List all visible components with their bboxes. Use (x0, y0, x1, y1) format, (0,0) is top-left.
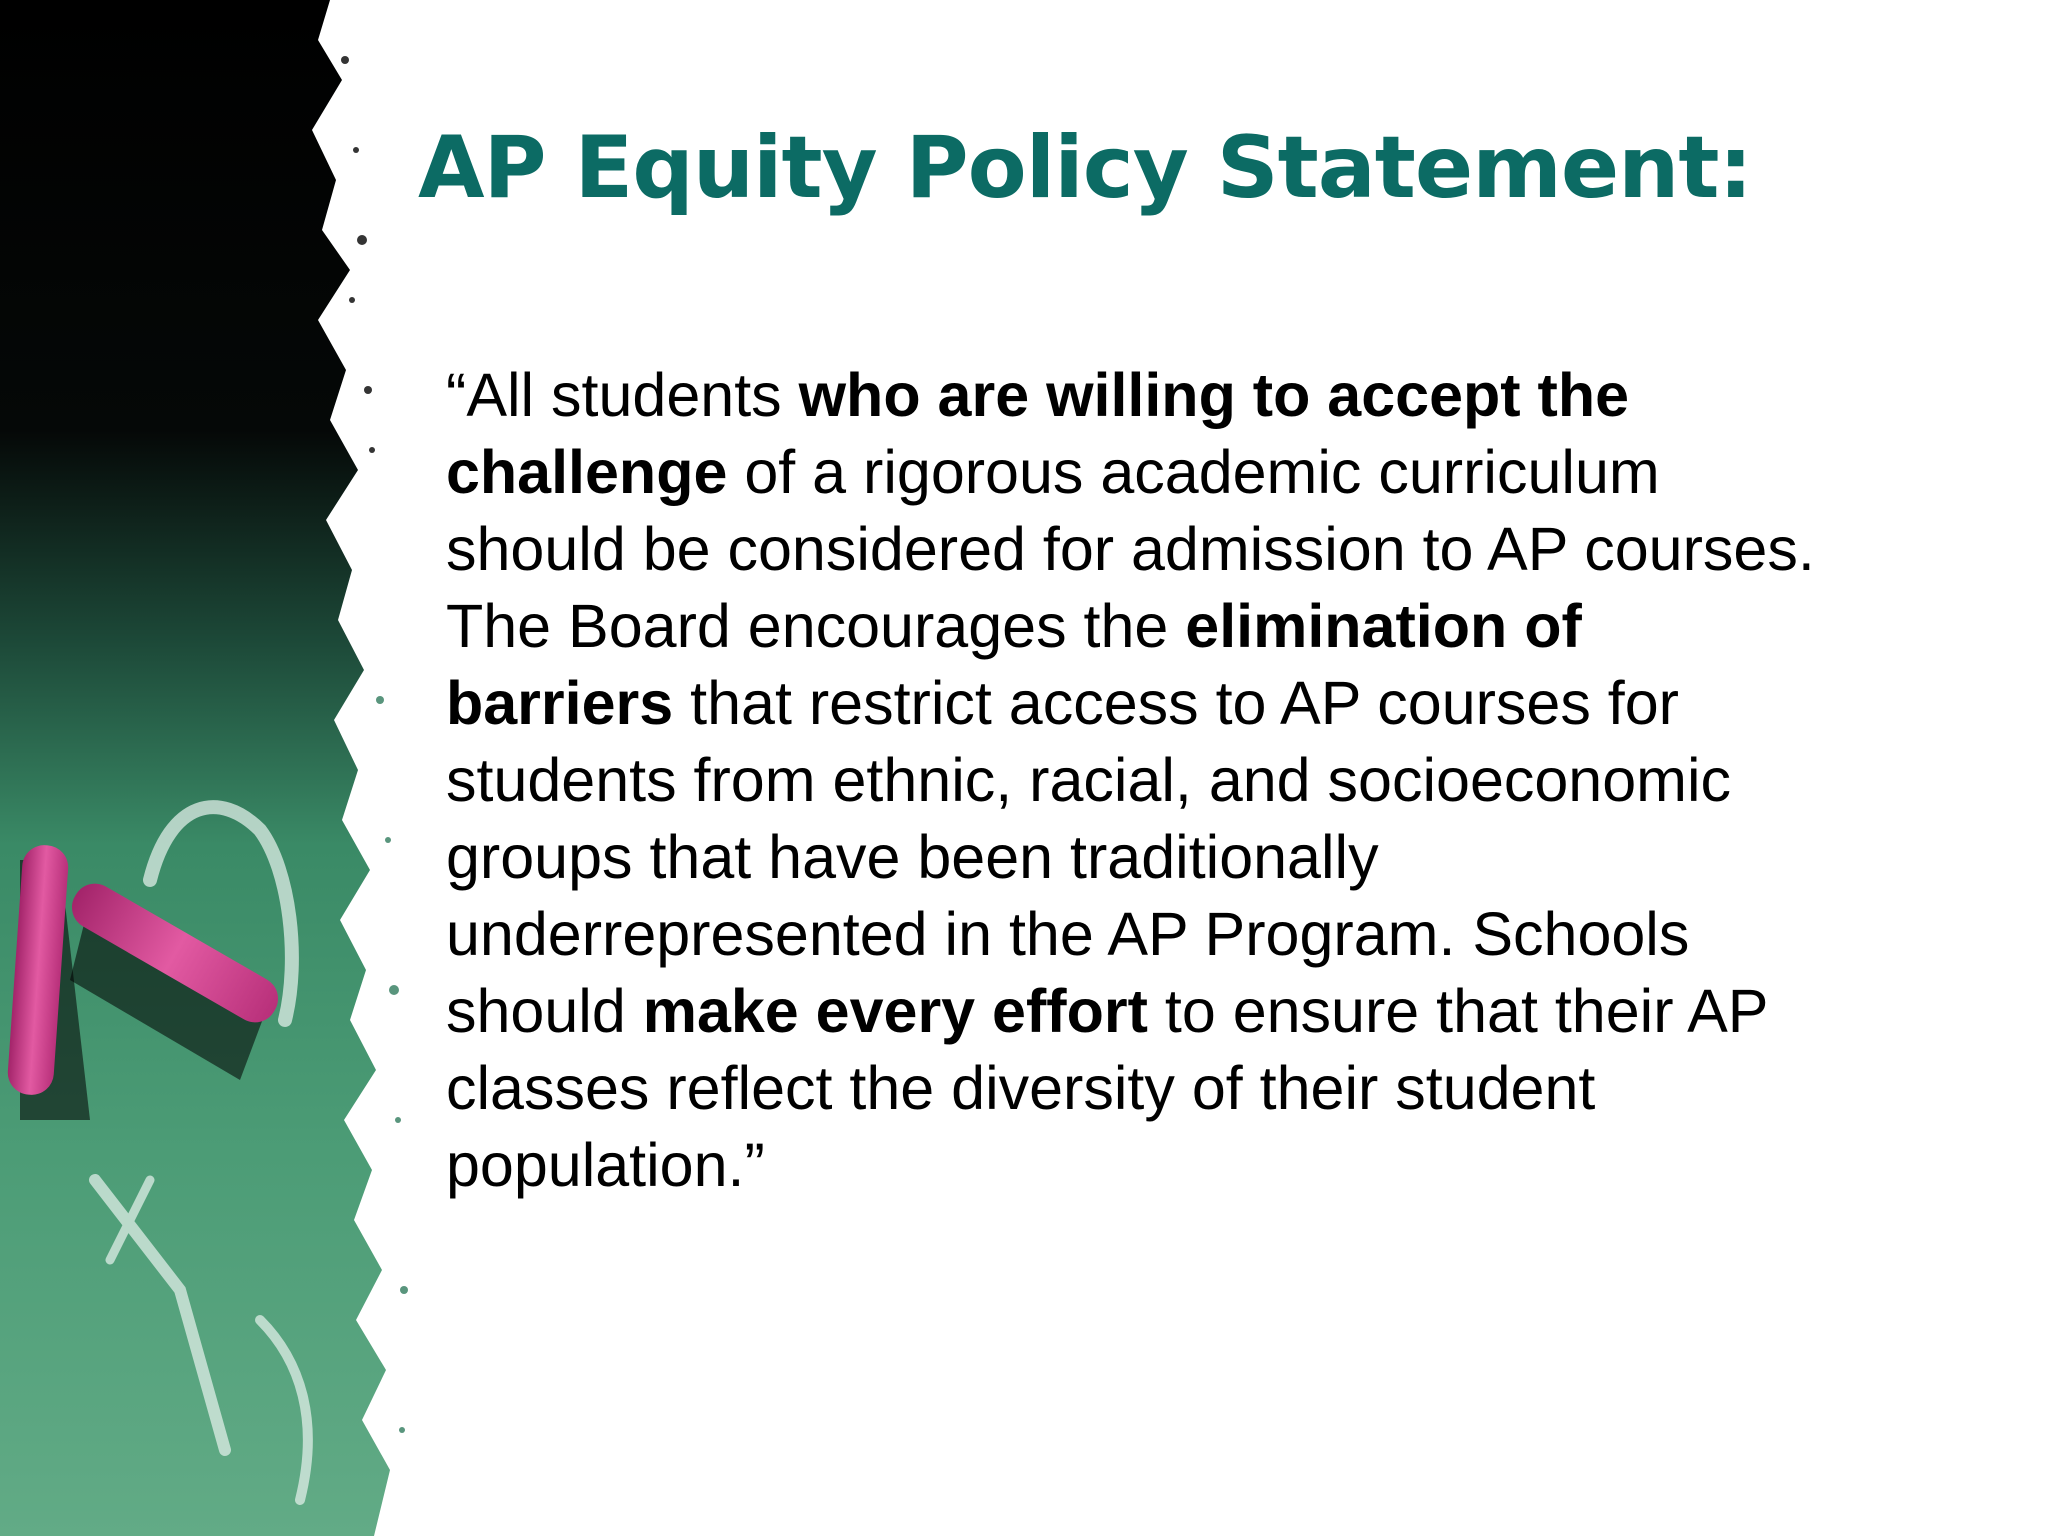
quote-text: students from ethnic, racial, and socioeconomic (446, 746, 1732, 814)
quote-emphasis: barriers (446, 669, 674, 737)
quote-emphasis: who are willing to accept the (798, 361, 1630, 429)
chalkboard-chalk-image (0, 0, 460, 1536)
quote-line (446, 665, 2006, 742)
quote-emphasis: challenge (446, 438, 728, 506)
quote-line (446, 1127, 2006, 1204)
quote-text: classes reflect the diversity of their student (446, 1054, 1596, 1122)
quote-line (446, 896, 2006, 973)
quote-line (446, 588, 2006, 665)
quote-text: population.” (446, 1131, 765, 1199)
quote-line (446, 973, 2006, 1050)
quote-text: groups that have been traditionally (446, 823, 1379, 891)
quote-line (446, 742, 2006, 819)
quote-text: “All students (446, 361, 799, 429)
quote-text: should (446, 977, 643, 1045)
quote-line (446, 819, 2006, 896)
quote-text: that restrict access to AP courses for (673, 669, 1679, 737)
quote-text: underrepresented in the AP Program. Schools (446, 900, 1690, 968)
quote-text: of a rigorous academic curriculum (727, 438, 1660, 506)
quote-emphasis: make every effort (642, 977, 1148, 1045)
quote-text: to ensure that their AP (1147, 977, 1769, 1045)
quote-line (446, 1050, 2006, 1127)
quote-line (446, 357, 2006, 434)
quote-emphasis: elimination of (1185, 592, 1582, 660)
quote-text: should be considered for admission to AP courses. (446, 515, 1815, 583)
quote-line (446, 434, 2006, 511)
quote-line (446, 511, 2006, 588)
chalkboard-area (0, 0, 390, 1536)
policy-quote (446, 357, 2006, 1204)
slide-title: AP Equity Policy Statement: (418, 118, 1752, 218)
quote-text: The Board encourages the (446, 592, 1186, 660)
